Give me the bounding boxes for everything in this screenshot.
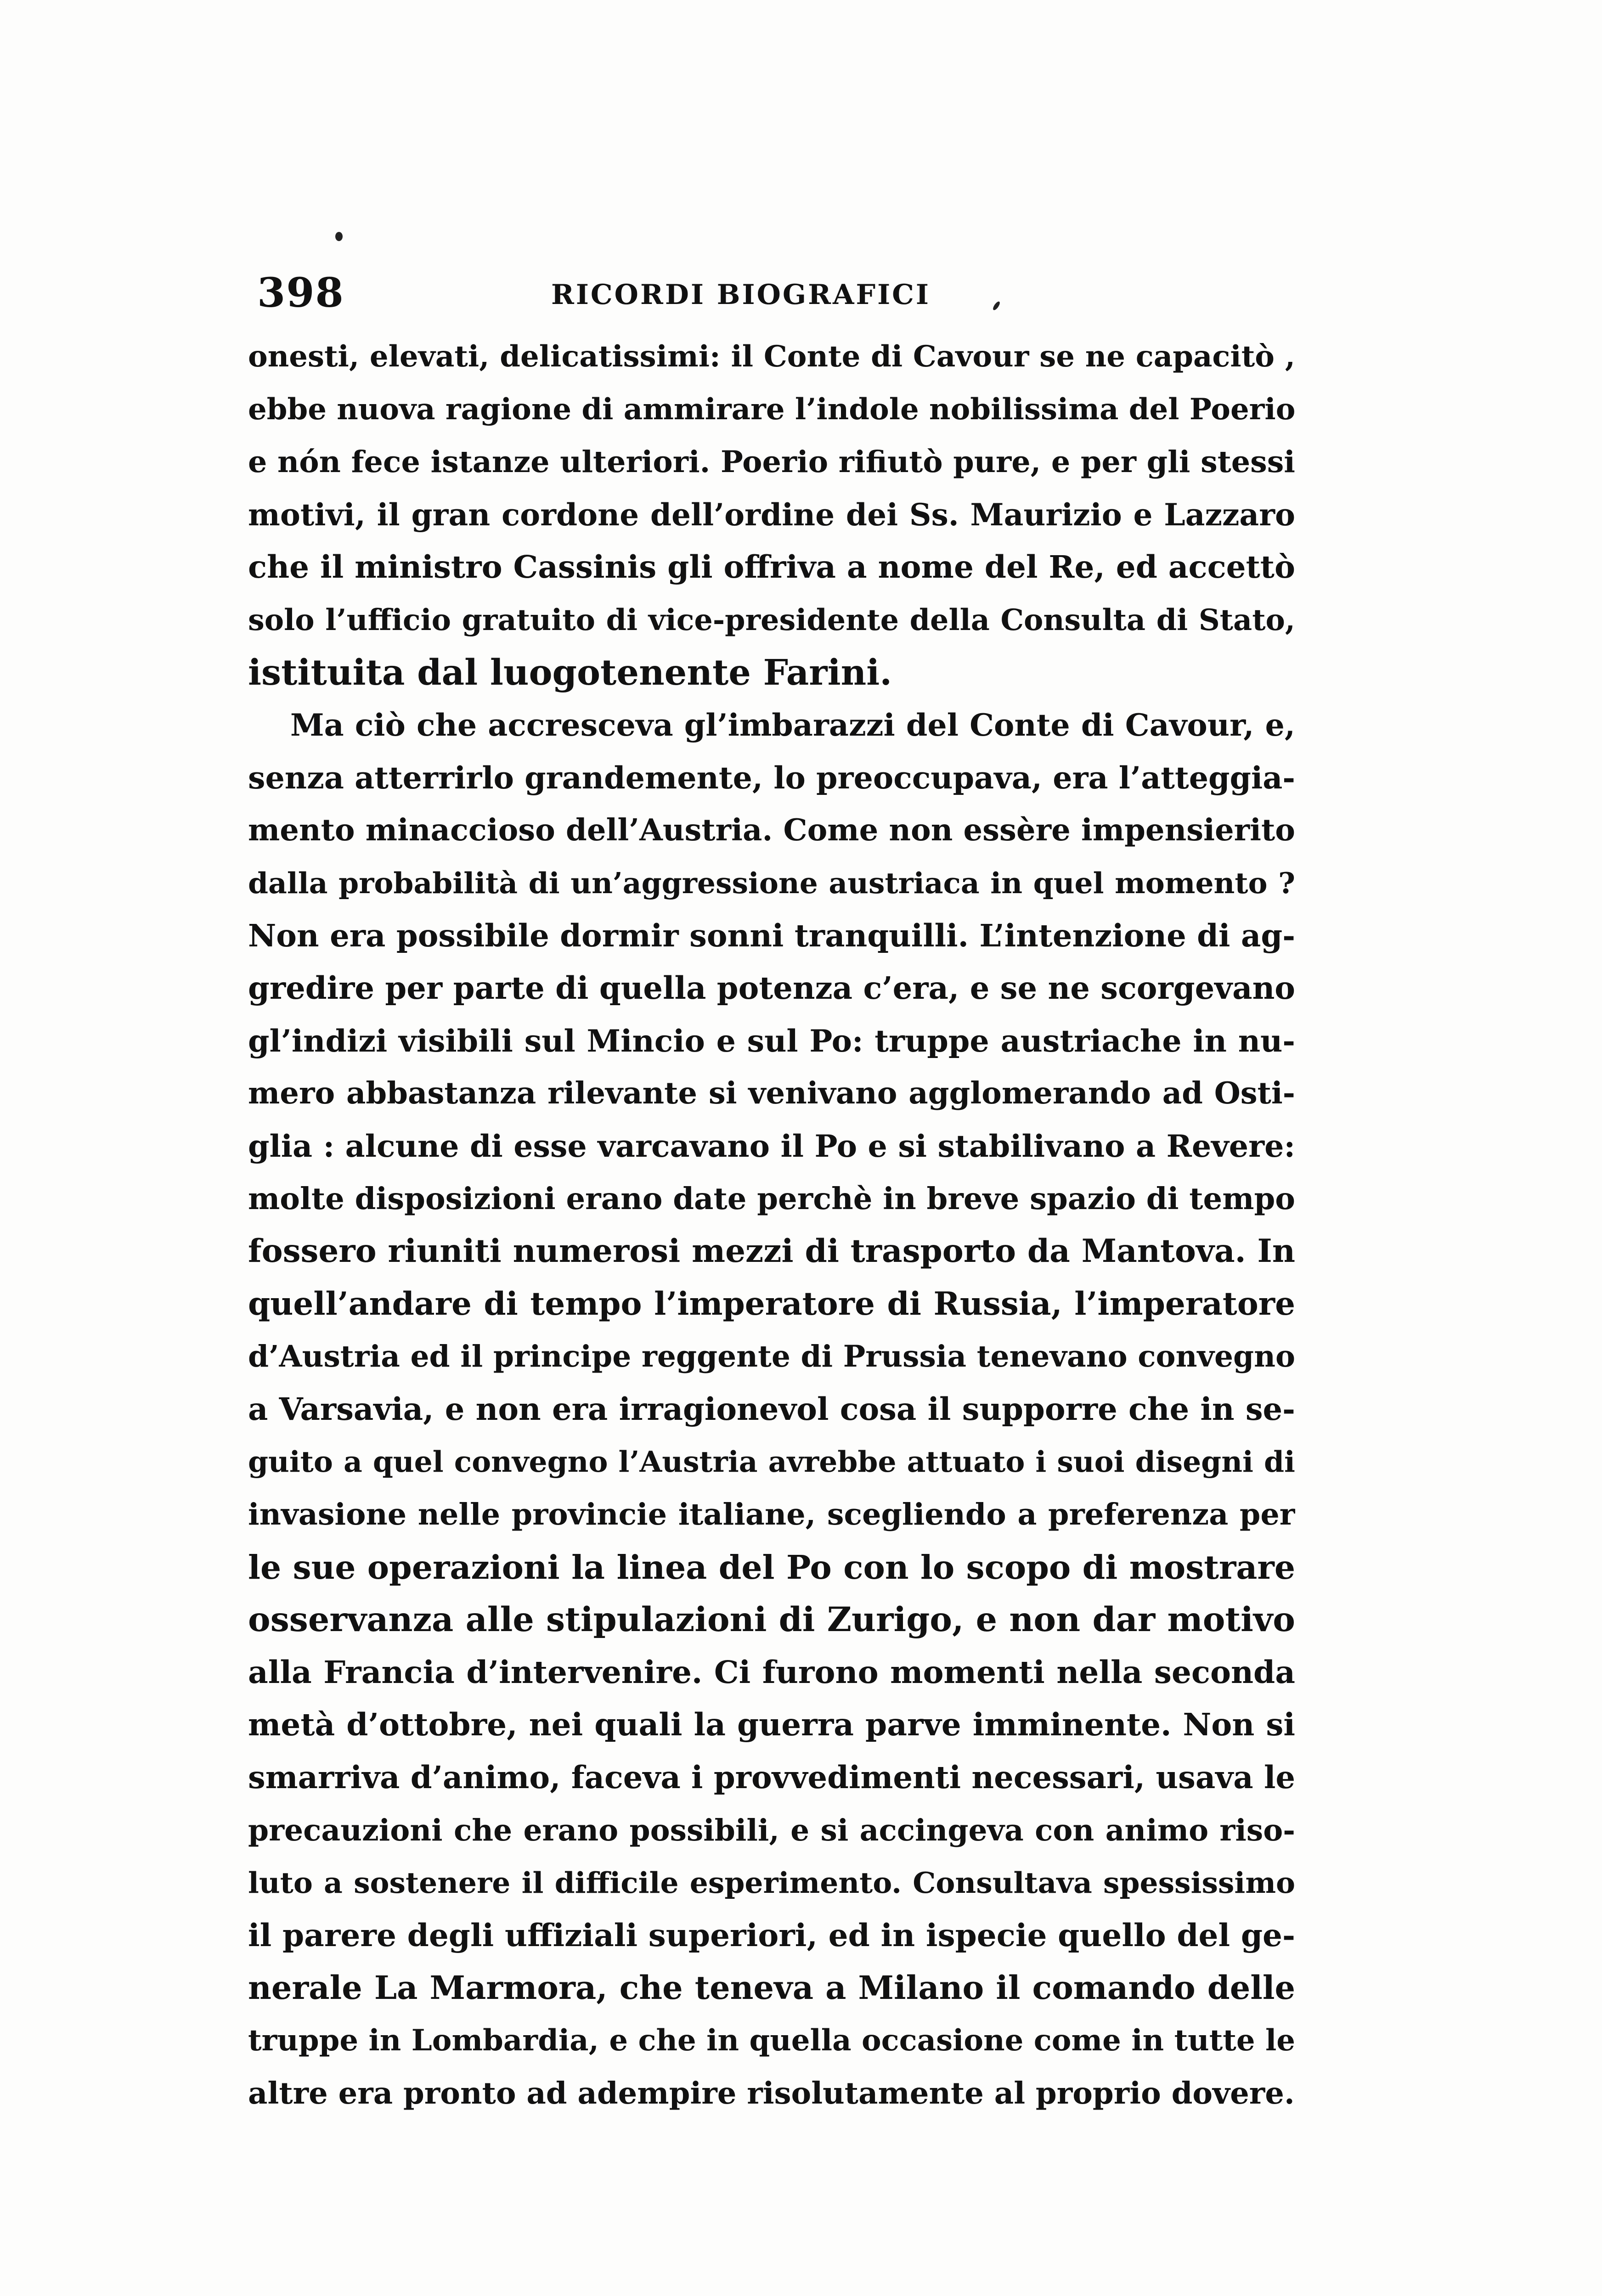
page-number: 398 bbox=[257, 269, 344, 316]
text-line: osservanza alle stipulazioni di Zurigo, e non dar motivo bbox=[248, 1600, 1295, 1640]
running-head: RICORDI BIOGRAFICI bbox=[551, 279, 931, 311]
text-line: invasione nelle provincie italiane, scegliendo a preferenza per bbox=[248, 1497, 1295, 1532]
text-line: glia : alcune di esse varcavano il Po e si stabilivano a Revere: bbox=[248, 1128, 1295, 1164]
page-header bbox=[257, 269, 1359, 324]
text-line: dalla probabilità di un’aggressione austriaca in quel momento ? bbox=[248, 866, 1295, 900]
body-text bbox=[248, 331, 1295, 2120]
text-line: Ma ciò che accresceva gl’imbarazzi del Conte di Cavour, e, bbox=[290, 707, 1295, 743]
text-line: d’Austria ed il principe reggente di Prussia tenevano convegno bbox=[248, 1339, 1295, 1374]
text-line: solo l’ufficio gratuito di vice-presidente della Consulta di Stato, bbox=[248, 602, 1295, 637]
text-line: mero abbastanza rilevante si venivano agglomerando ad Osti- bbox=[248, 1075, 1295, 1111]
text-line: nerale La Marmora, che teneva a Milano il comando delle bbox=[248, 1969, 1295, 2007]
text-line: motivi, il gran cordone dell’ordine dei Ss. Maurizio e Lazzaro bbox=[248, 496, 1295, 533]
text-line: che il ministro Cassinis gli offriva a nome del Re, ed accettò bbox=[248, 549, 1295, 585]
text-line: istituita dal luogotenente Farini. bbox=[248, 652, 892, 693]
text-line: altre era pronto ad adempire risolutamente al proprio dovere. bbox=[248, 2075, 1295, 2111]
text-line: senza atterrirlo grandemente, lo preoccupava, era l’atteggia- bbox=[248, 760, 1295, 796]
text-line: molte disposizioni erano date perchè in breve spazio di tempo bbox=[248, 1181, 1295, 1216]
text-line: fossero riuniti numerosi mezzi di trasporto da Mantova. In bbox=[248, 1232, 1295, 1270]
text-line: le sue operazioni la linea del Po con lo scopo di mostrare bbox=[248, 1548, 1295, 1587]
text-line: il parere degli uffiziali superiori, ed in ispecie quello del ge- bbox=[248, 1917, 1295, 1953]
text-line: ebbe nuova ragione di ammirare l’indole nobilissima del Poerio bbox=[248, 392, 1295, 427]
text-line: a Varsavia, e non era irragionevol cosa il supporre che in se- bbox=[248, 1390, 1295, 1427]
text-line: smarriva d’animo, faceva i provvedimenti necessari, usava le bbox=[248, 1759, 1295, 1796]
text-line: mento minaccioso dell’Austria. Come non essère impensierito bbox=[248, 812, 1295, 848]
text-line: gl’indizi visibili sul Mincio e sul Po: truppe austriache in nu- bbox=[248, 1023, 1295, 1059]
text-line: metà d’ottobre, nei quali la guerra parve imminente. Non si bbox=[248, 1706, 1295, 1743]
text-line: onesti, elevati, delicatissimi: il Conte di Cavour se ne capacitò , bbox=[248, 339, 1295, 374]
text-line: guito a quel convegno l’Austria avrebbe attuato i suoi disegni di bbox=[248, 1445, 1295, 1479]
text-line: quell’andare di tempo l’imperatore di Russia, l’imperatore bbox=[248, 1285, 1295, 1322]
text-line: alla Francia d’intervenire. Ci furono momenti nella seconda bbox=[248, 1654, 1295, 1690]
ink-speck bbox=[335, 232, 343, 241]
text-line: truppe in Lombardia, e che in quella occasione come in tutte le bbox=[248, 2023, 1295, 2058]
text-line: e nón fece istanze ulteriori. Poerio rifiutò pure, e per gli stessi bbox=[248, 445, 1295, 480]
text-line: precauzioni che erano possibili, e si accingeva con animo riso- bbox=[248, 1812, 1295, 1848]
text-line: Non era possibile dormir sonni tranquilli. L’intenzione di ag- bbox=[248, 917, 1295, 954]
text-line: luto a sostenere il difficile esperimento. Consultava spessissimo bbox=[248, 1866, 1295, 1900]
text-line: gredire per parte di quella potenza c’era, e se ne scorgevano bbox=[248, 970, 1295, 1007]
